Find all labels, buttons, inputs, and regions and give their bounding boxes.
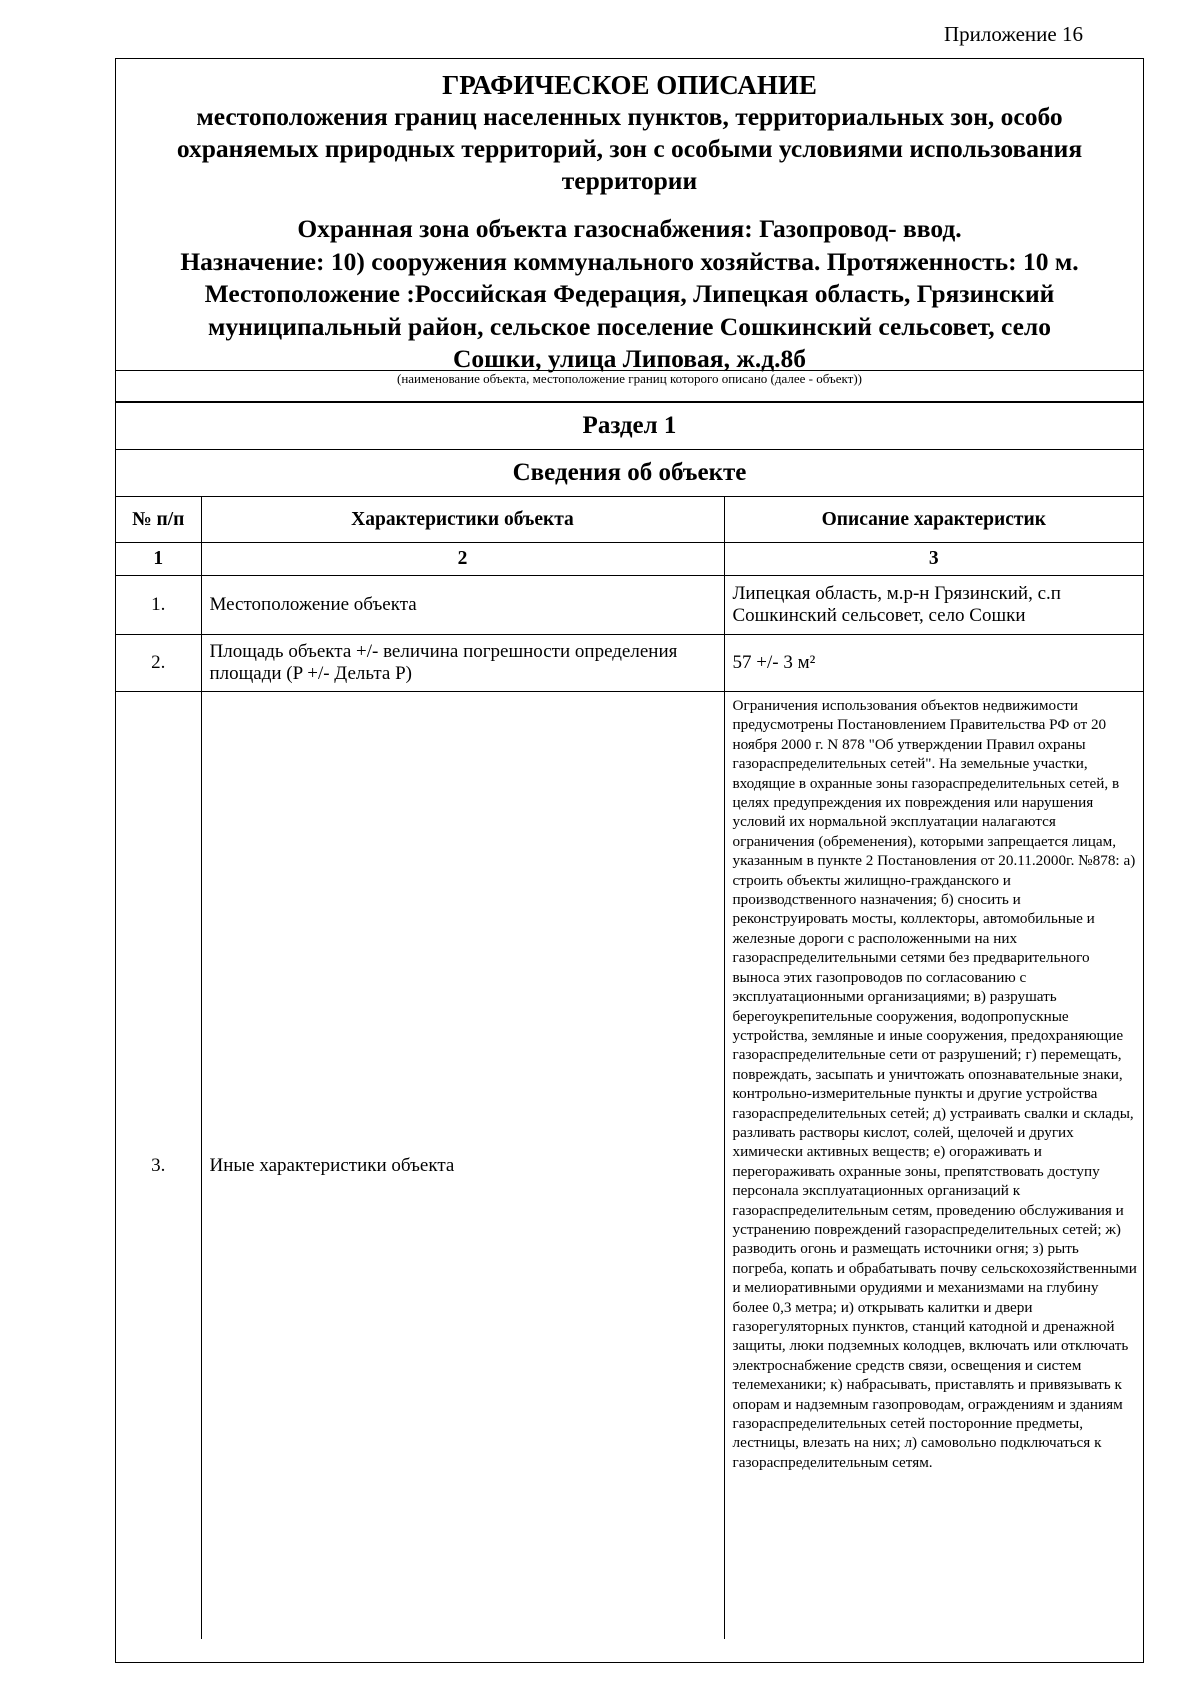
table-row [116, 692, 1143, 1640]
column-number: 2 [201, 543, 724, 576]
section-name: Сведения об объекте [116, 449, 1143, 496]
document-subtitle: местоположения границ населенных пунктов, территориальных зон, особо охраняемых природных территорий, зон с особыми условиями использования территории [176, 102, 1083, 195]
header-cell-number: № п/п [116, 497, 201, 543]
row-characteristic: Площадь объекта +/- величина погрешности определения площади (P +/- Дельта P) [201, 635, 724, 692]
header-cell-description: Описание характеристик [724, 497, 1143, 543]
object-line: Назначение: 10) сооружения коммунального хозяйства. Протяженность: 10 м. [180, 246, 1079, 276]
row-number: 1. [116, 576, 201, 635]
table-row [116, 576, 1143, 635]
row-characteristic: Местоположение объекта [201, 576, 724, 635]
row-description: 57 +/- 3 м² [724, 635, 1143, 692]
object-description [122, 213, 1137, 376]
column-number: 1 [116, 543, 201, 576]
row-number: 2. [116, 635, 201, 692]
row-characteristic: Иные характеристики объекта [201, 692, 724, 1640]
section-number: Раздел 1 [116, 402, 1143, 449]
column-number-row [116, 543, 1143, 576]
object-info-table [116, 496, 1143, 1639]
table-header-row [116, 497, 1143, 543]
object-line: Охранная зона объекта газоснабжения: Газопровод- ввод. [297, 214, 962, 243]
object-line: муниципальный район, сельское поселение Сошкинский сельсовет, село [208, 311, 1051, 341]
object-name-hint: (наименование объекта, местоположение границ которого описано (далее - объект)) [397, 371, 862, 386]
document-title: ГРАФИЧЕСКОЕ ОПИСАНИЕ [442, 70, 817, 100]
row-description: Ограничения использования объектов недвижимости предусмотрены Постановлением Правительства РФ от 20 ноября 2000 г. N 878 "Об утверждении Правил охраны газораспределительных сетей". На земельные участки, входящие в охранные зоны газораспределительных сетей, в целях предупреждения их повреждения или нарушения условий их нормальной эксплуатации налагаются ограничения (обременения), которыми запрещается лицам, указанным в пункте 2 Постановления от 20.11.2000г. №878: а) строить объекты жилищно-гражданского и производственного назначения; б) сносить и реконструировать мосты, коллекторы, автомобильные и железные дороги с расположенными на них газораспределительными сетями без предварительного выноса этих газопроводов по согласованию с эксплуатационными организациями; в) разрушать берегоукрепительные сооружения, водопропускные устройства, земляные и иные сооружения, предохраняющие газораспределительные сети от разрушений; г) перемещать, повреждать, засыпать и уничтожать опознавательные знаки, контрольно-измерительные пункты и другие устройства газораспределительных сетей; д) устраивать свалки и склады, разливать растворы кислот, солей, щелочей и других химически активных веществ; е) огораживать и перегораживать охранные зоны, препятствовать доступу персонала эксплуатационных организаций к газораспределительным сетям, проведению обслуживания и устранению повреждений газораспределительных сетей; ж) разводить огонь и размещать источники огня; з) рыть погреба, копать и обрабатывать почву сельскохозяйственными и мелиоративными орудиями и механизмами на глубину более 0,3 метра; и) открывать калитки и двери газорегуляторных пунктов, станций катодной и дренажной защиты, люки подземных колодцев, включать или отключать электроснабжение средств связи, освещения и систем телемеханики; к) набрасывать, приставлять и привязывать к опорам и надземным газопроводам, ограждениям и зданиям газораспределительных сетей посторонние предметы, лестницы, влезать на них; л) самовольно подключаться к газораспределительным сетям. [724, 692, 1143, 1640]
table-row [116, 635, 1143, 692]
document-frame [115, 58, 1144, 1663]
header-cell-characteristic: Характеристики объекта [201, 497, 724, 543]
document-header [116, 59, 1143, 402]
column-number: 3 [724, 543, 1143, 576]
appendix-label: Приложение 16 [944, 22, 1083, 46]
row-number: 3. [116, 692, 201, 1640]
object-line: Местоположение :Российская Федерация, Липецкая область, Грязинский [204, 279, 1055, 308]
object-line: Сошки, улица Липовая, ж.д.8б [453, 344, 806, 373]
row-description: Липецкая область, м.р-н Грязинский, с.п Сошкинский сельсовет, село Сошки [724, 576, 1143, 635]
